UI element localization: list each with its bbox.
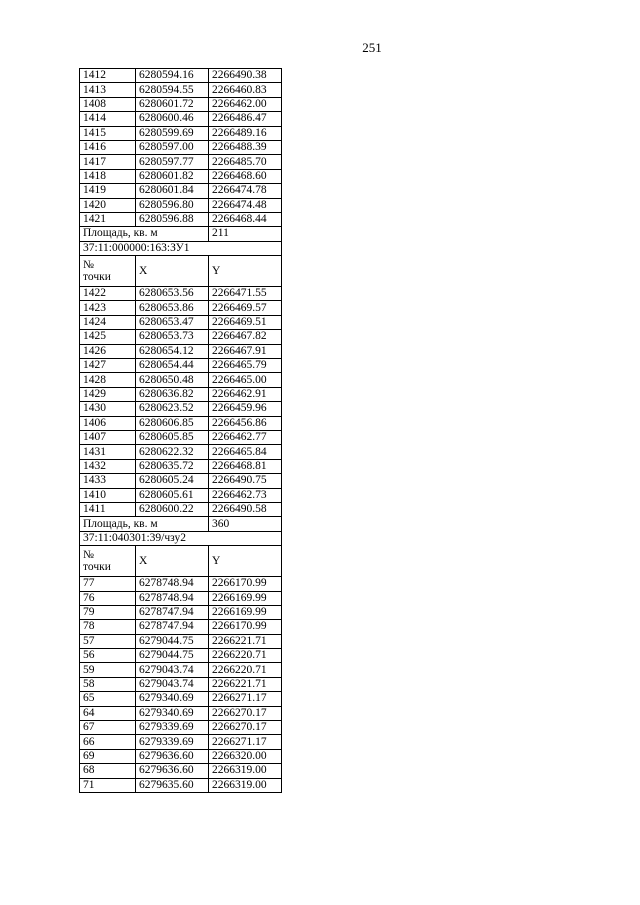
y-coordinate: 2266456.86 (209, 416, 282, 430)
x-coordinate: 6280636.82 (136, 387, 209, 401)
page-number: 251 (362, 40, 382, 55)
x-coordinate: 6280653.56 (136, 287, 209, 301)
x-coordinate: 6280635.72 (136, 459, 209, 473)
x-coordinate: 6280653.73 (136, 330, 209, 344)
table-row (80, 315, 282, 329)
y-coordinate: 2266462.73 (209, 488, 282, 502)
header-y: Y (209, 256, 282, 287)
x-coordinate: 6280653.86 (136, 301, 209, 315)
point-number: 1419 (80, 184, 136, 198)
table-row (80, 140, 282, 154)
x-coordinate: 6280654.12 (136, 344, 209, 358)
table-row (80, 387, 282, 401)
point-number: 1420 (80, 198, 136, 212)
point-number: 1416 (80, 140, 136, 154)
x-coordinate: 6280653.47 (136, 315, 209, 329)
table-row (80, 344, 282, 358)
x-coordinate: 6280622.32 (136, 445, 209, 459)
y-coordinate: 2266465.79 (209, 359, 282, 373)
x-coordinate: 6280597.00 (136, 140, 209, 154)
y-coordinate: 2266460.83 (209, 83, 282, 97)
point-number: 66 (80, 735, 136, 749)
table-row (80, 634, 282, 648)
table-row (80, 430, 282, 444)
parcel-cadastral-number: 37:11:040301:39/чзу2 (80, 531, 282, 545)
table-row (80, 649, 282, 663)
x-coordinate: 6280600.22 (136, 502, 209, 516)
area-row (80, 517, 282, 531)
point-number: 71 (80, 778, 136, 792)
point-number: 1430 (80, 402, 136, 416)
area-row (80, 227, 282, 241)
x-coordinate: 6279340.69 (136, 706, 209, 720)
table-row (80, 488, 282, 502)
point-number: 1407 (80, 430, 136, 444)
y-coordinate: 2266170.99 (209, 577, 282, 591)
point-number: 56 (80, 649, 136, 663)
point-number: 1432 (80, 459, 136, 473)
header-point-number: № точки (80, 256, 136, 287)
table-row (80, 402, 282, 416)
table-row (80, 591, 282, 605)
point-number: 1422 (80, 287, 136, 301)
point-number: 1417 (80, 155, 136, 169)
y-coordinate: 2266221.71 (209, 634, 282, 648)
table-row (80, 721, 282, 735)
y-coordinate: 2266486.47 (209, 112, 282, 126)
table-row (80, 97, 282, 111)
x-coordinate: 6278747.94 (136, 620, 209, 634)
y-coordinate: 2266490.38 (209, 69, 282, 83)
point-number: 1421 (80, 212, 136, 226)
x-coordinate: 6280650.48 (136, 373, 209, 387)
table-row (80, 474, 282, 488)
point-number: 67 (80, 721, 136, 735)
point-number: 1431 (80, 445, 136, 459)
x-coordinate: 6279636.60 (136, 764, 209, 778)
table-row (80, 330, 282, 344)
area-label: Площадь, кв. м (80, 517, 209, 531)
y-coordinate: 2266489.16 (209, 126, 282, 140)
y-coordinate: 2266474.78 (209, 184, 282, 198)
x-coordinate: 6278748.94 (136, 591, 209, 605)
table-row (80, 502, 282, 516)
y-coordinate: 2266462.91 (209, 387, 282, 401)
x-coordinate: 6279340.69 (136, 692, 209, 706)
x-coordinate: 6279635.60 (136, 778, 209, 792)
point-number: 58 (80, 677, 136, 691)
point-number: 1408 (80, 97, 136, 111)
point-number: 1429 (80, 387, 136, 401)
table-row (80, 155, 282, 169)
x-coordinate: 6279339.69 (136, 735, 209, 749)
table-row (80, 605, 282, 619)
y-coordinate: 2266271.17 (209, 735, 282, 749)
x-coordinate: 6279636.60 (136, 749, 209, 763)
x-coordinate: 6280596.88 (136, 212, 209, 226)
table-row (80, 126, 282, 140)
table-row (80, 184, 282, 198)
column-header-row (80, 546, 282, 577)
y-coordinate: 2266271.17 (209, 692, 282, 706)
point-number: 1415 (80, 126, 136, 140)
parcel-cadastral-number: 37:11:000000:163:ЗУ1 (80, 241, 282, 255)
table-row (80, 778, 282, 792)
area-label: Площадь, кв. м (80, 227, 209, 241)
table-row (80, 212, 282, 226)
point-number: 1427 (80, 359, 136, 373)
y-coordinate: 2266490.58 (209, 502, 282, 516)
x-coordinate: 6280596.80 (136, 198, 209, 212)
y-coordinate: 2266169.99 (209, 605, 282, 619)
table-row (80, 706, 282, 720)
point-number: 78 (80, 620, 136, 634)
point-number: 64 (80, 706, 136, 720)
header-x: X (136, 256, 209, 287)
x-coordinate: 6280605.85 (136, 430, 209, 444)
point-number: 69 (80, 749, 136, 763)
parcel-label-row (80, 241, 282, 255)
table-row (80, 445, 282, 459)
table-row (80, 287, 282, 301)
y-coordinate: 2266319.00 (209, 764, 282, 778)
x-coordinate: 6278748.94 (136, 577, 209, 591)
x-coordinate: 6279043.74 (136, 677, 209, 691)
point-number: 1411 (80, 502, 136, 516)
table-row (80, 749, 282, 763)
y-coordinate: 2266465.84 (209, 445, 282, 459)
column-header-row (80, 256, 282, 287)
point-number: 59 (80, 663, 136, 677)
header-y: Y (209, 546, 282, 577)
point-number: 1410 (80, 488, 136, 502)
x-coordinate: 6280594.16 (136, 69, 209, 83)
x-coordinate: 6280600.46 (136, 112, 209, 126)
point-number: 79 (80, 605, 136, 619)
y-coordinate: 2266469.51 (209, 315, 282, 329)
point-number: 1413 (80, 83, 136, 97)
table-row (80, 169, 282, 183)
parcel-label-row (80, 531, 282, 545)
y-coordinate: 2266471.55 (209, 287, 282, 301)
x-coordinate: 6279339.69 (136, 721, 209, 735)
y-coordinate: 2266462.77 (209, 430, 282, 444)
point-number: 57 (80, 634, 136, 648)
x-coordinate: 6280606.85 (136, 416, 209, 430)
x-coordinate: 6280594.55 (136, 83, 209, 97)
y-coordinate: 2266490.75 (209, 474, 282, 488)
table-row (80, 620, 282, 634)
y-coordinate: 2266220.71 (209, 663, 282, 677)
x-coordinate: 6280605.24 (136, 474, 209, 488)
table-row (80, 735, 282, 749)
x-coordinate: 6280599.69 (136, 126, 209, 140)
y-coordinate: 2266319.00 (209, 778, 282, 792)
x-coordinate: 6280597.77 (136, 155, 209, 169)
point-number: 1424 (80, 315, 136, 329)
point-number: 1414 (80, 112, 136, 126)
x-coordinate: 6280654.44 (136, 359, 209, 373)
y-coordinate: 2266469.57 (209, 301, 282, 315)
point-number: 1425 (80, 330, 136, 344)
table-row (80, 459, 282, 473)
table-row (80, 359, 282, 373)
table-row (80, 677, 282, 691)
y-coordinate: 2266468.60 (209, 169, 282, 183)
x-coordinate: 6280601.82 (136, 169, 209, 183)
y-coordinate: 2266462.00 (209, 97, 282, 111)
table-row (80, 663, 282, 677)
x-coordinate: 6279043.74 (136, 663, 209, 677)
y-coordinate: 2266488.39 (209, 140, 282, 154)
y-coordinate: 2266467.82 (209, 330, 282, 344)
table-row (80, 373, 282, 387)
point-number: 1406 (80, 416, 136, 430)
point-number: 1423 (80, 301, 136, 315)
header-x: X (136, 546, 209, 577)
y-coordinate: 2266221.71 (209, 677, 282, 691)
table-row (80, 692, 282, 706)
x-coordinate: 6280601.72 (136, 97, 209, 111)
point-number: 77 (80, 577, 136, 591)
table-row (80, 112, 282, 126)
y-coordinate: 2266170.99 (209, 620, 282, 634)
y-coordinate: 2266467.91 (209, 344, 282, 358)
point-number: 1428 (80, 373, 136, 387)
header-point-number: № точки (80, 546, 136, 577)
x-coordinate: 6279044.75 (136, 634, 209, 648)
y-coordinate: 2266468.81 (209, 459, 282, 473)
y-coordinate: 2266220.71 (209, 649, 282, 663)
area-value: 211 (209, 227, 282, 241)
y-coordinate: 2266468.44 (209, 212, 282, 226)
point-number: 68 (80, 764, 136, 778)
point-number: 1426 (80, 344, 136, 358)
y-coordinate: 2266459.96 (209, 402, 282, 416)
table-row (80, 198, 282, 212)
area-value: 360 (209, 517, 282, 531)
table-row (80, 301, 282, 315)
y-coordinate: 2266320.00 (209, 749, 282, 763)
y-coordinate: 2266485.70 (209, 155, 282, 169)
point-number: 1433 (80, 474, 136, 488)
y-coordinate: 2266169.99 (209, 591, 282, 605)
point-number: 65 (80, 692, 136, 706)
y-coordinate: 2266270.17 (209, 721, 282, 735)
x-coordinate: 6279044.75 (136, 649, 209, 663)
table-row (80, 577, 282, 591)
x-coordinate: 6280623.52 (136, 402, 209, 416)
x-coordinate: 6280601.84 (136, 184, 209, 198)
point-number: 76 (80, 591, 136, 605)
table-row (80, 416, 282, 430)
point-number: 1412 (80, 69, 136, 83)
table-row (80, 83, 282, 97)
table-row (80, 764, 282, 778)
coordinates-table (79, 68, 282, 793)
y-coordinate: 2266474.48 (209, 198, 282, 212)
coordinates-table-body (80, 69, 282, 793)
y-coordinate: 2266270.17 (209, 706, 282, 720)
x-coordinate: 6280605.61 (136, 488, 209, 502)
x-coordinate: 6278747.94 (136, 605, 209, 619)
table-row (80, 69, 282, 83)
point-number: 1418 (80, 169, 136, 183)
y-coordinate: 2266465.00 (209, 373, 282, 387)
